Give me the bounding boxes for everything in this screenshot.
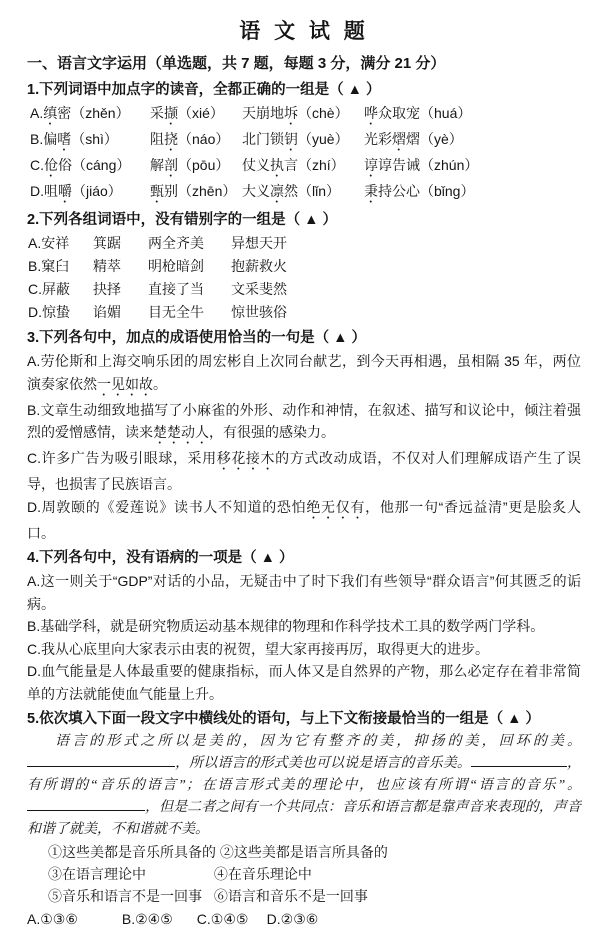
word-rest: 俗（cáng） (58, 157, 131, 173)
word-item: 文采斐然 (231, 281, 287, 297)
dotted-char: 嗜 (57, 131, 72, 147)
word-rest: （xié） (178, 105, 224, 121)
word-item: 惊世骇俗 (231, 304, 287, 320)
word-item: 精萃 (93, 258, 121, 274)
q4-option-a: A.这一则关于“GDP”对话的小品，无疑击中了时下我们有些领导“群众语言”何其匮乏的诟病。 (27, 573, 581, 612)
question-3-stem: 3.下列各句中，加点的成语使用恰当的一句是（ ▲ ） (27, 330, 366, 346)
word-pre: 阻 (150, 131, 164, 147)
choice-item-6: ⑥语言和音乐不是一回事 (213, 888, 368, 904)
word-pre: A. (30, 105, 44, 121)
word-rest: （shì） (71, 131, 118, 147)
word-item (150, 102, 242, 128)
word-rest: 别（zhēn） (164, 183, 237, 199)
dotted-idiom: 一见如故 (97, 375, 153, 392)
dotted-idiom: 移花接木 (216, 450, 276, 466)
word-item (242, 180, 364, 206)
option-text: D.周敦颐的《爱莲说》读书人不知道的恐怕 (27, 498, 307, 515)
word-pre: 光彩 (364, 131, 392, 147)
word-rest: 持公心（bǐng） (378, 183, 475, 199)
question-1-stem: 1.下列词语中加点字的读音，全都正确的一组是（ ▲ ） (27, 82, 381, 98)
page-title: 语 文 试 题 (239, 20, 369, 43)
word-item (364, 154, 581, 180)
question-4-stem: 4.下列各句中，没有语病的一项是（ ▲ ） (27, 550, 294, 566)
word-item: 直接了当 (148, 281, 204, 297)
q2-option-row-c (27, 278, 581, 301)
word-rest: 谆告诫（zhún） (378, 157, 479, 173)
word-pre: B.偏 (30, 131, 58, 147)
option-text: 。 (153, 375, 167, 392)
option-text: ，他那一句“香远益清”更是脍炙人口。 (27, 498, 582, 541)
q5-choice-row-3 (27, 885, 581, 907)
choice-item-1: ①这些美都是音乐所具备的 (48, 844, 216, 860)
word-item: 异想天开 (231, 235, 287, 251)
q3-option-b (27, 399, 581, 448)
dotted-char: 挠 (164, 131, 178, 147)
word-item (364, 128, 581, 154)
blank-line-2 (471, 753, 567, 767)
word-item: 抱薪救火 (231, 258, 287, 274)
word-rest: （chè） (298, 105, 349, 121)
q2-option-row-a (27, 232, 581, 255)
q5-choice-row-2 (27, 863, 581, 885)
q1-option-row-d (27, 180, 581, 206)
q3-option-c (27, 447, 581, 496)
word-item (364, 102, 581, 128)
dotted-char: 谆 (364, 157, 378, 173)
q2-option-row-d (27, 301, 581, 324)
word-rest: 熠（yè） (406, 131, 463, 147)
question-5-stem: 5.依次填入下面一段文字中横线处的语句，与上下文衔接最恰当的一组是（ ▲ ） (27, 711, 540, 727)
dotted-char: 秉 (364, 183, 378, 199)
dotted-char: 执 (270, 157, 284, 173)
word-item: 箕踞 (93, 235, 121, 251)
word-item: 抉择 (93, 281, 121, 297)
word-rest: （náo） (178, 131, 230, 147)
q2-option-row-b (27, 255, 581, 278)
word-item (150, 154, 242, 180)
word-item: 明枪暗剑 (148, 258, 204, 274)
word-rest: （pōu） (178, 157, 230, 173)
dotted-char: 哗 (364, 105, 378, 121)
word-item: D.惊蛰 (28, 304, 70, 320)
option-text: 的方式改动成语，不仅对人们理解成语产生了误导，也损害了民族语言。 (27, 450, 582, 492)
choice-item-2: ②这些美都是语言所具备的 (219, 844, 388, 860)
q5-choice-row-1 (27, 841, 581, 863)
word-pre: 仗义 (242, 157, 270, 173)
dotted-char: 伧 (44, 157, 58, 173)
dotted-idiom: 绝无仅有 (306, 498, 366, 515)
word-item (242, 128, 364, 154)
dotted-char: 甄 (150, 183, 164, 199)
q5-answer-line (27, 908, 581, 931)
word-item (30, 128, 150, 154)
q1-option-row-b (27, 128, 581, 154)
word-item (242, 102, 364, 128)
answer-option-d: D.②③⑥ (266, 911, 319, 927)
option-text: A.劳伦斯和上海交响乐团的周宏彬自上次同台献艺，到今天再相遇，虽相隔 35 年，两位演奏家依然 (27, 353, 581, 392)
word-rest: （yuè） (298, 131, 349, 147)
word-item (150, 128, 242, 154)
word-item: C.屏蔽 (28, 281, 70, 297)
dotted-char: 剖 (164, 157, 178, 173)
choice-item-4: ④在音乐理论中 (213, 866, 312, 882)
dotted-char: 熠 (392, 131, 406, 147)
word-pre: 北门锁 (242, 131, 284, 147)
word-rest: 众取宠（huá） (378, 105, 472, 121)
choice-item-3: ③在语言理论中 (48, 866, 146, 882)
word-rest: 言（zhí） (284, 157, 345, 173)
option-text: B.文章生动细致地描写了小麻雀的外形、动作和神情，在叙述、描写和议论中，倾注着强烈的爱憎感情，读来 (27, 401, 581, 440)
word-item: B.窠臼 (28, 258, 70, 274)
word-pre: D.咀 (30, 183, 58, 199)
dotted-char: 嚼 (58, 183, 72, 199)
passage-text: ，所以语言的形式美也可以说是语言的音乐美。 (175, 756, 471, 771)
word-item: A.安祥 (28, 235, 70, 251)
word-item: 两全齐美 (148, 235, 204, 251)
word-item: 谄媚 (93, 304, 121, 320)
q3-option-d (27, 496, 581, 545)
answer-option-b: B.②④⑤ (121, 911, 173, 927)
dotted-idiom: 楚楚动人 (153, 424, 209, 440)
q5-passage (27, 731, 581, 841)
passage-text: ，有所谓的“音乐的语言”；在语言形式美的理论中，也应该有所谓“语言的音乐”。 (27, 756, 582, 793)
word-item: 目无全牛 (148, 304, 204, 320)
choice-item-5: ⑤音乐和语言不是一回事 (48, 888, 202, 904)
question-2-stem: 2.下列各组词语中，没有错别字的一组是（ ▲ ） (27, 212, 337, 228)
word-item (150, 180, 242, 206)
word-rest: （jiáo） (72, 183, 122, 199)
dotted-char: 撷 (164, 105, 178, 121)
word-rest: 然（lǐn） (284, 183, 341, 199)
answer-option-c: C.①④⑤ (196, 911, 249, 927)
q4-option-d: D.血气能量是人体最重要的健康指标，而人体又是自然界的产物，那么必定存在着非常简单的方法就能使血气能量上升。 (27, 663, 581, 702)
dotted-char: 钥 (284, 131, 298, 147)
blank-line-1 (27, 753, 175, 767)
word-item (30, 154, 150, 180)
q4-option-c: C.我从心底里向大家表示由衷的祝贺，望大家再接再厉，取得更大的进步。 (27, 640, 489, 657)
passage-text: ，但是二者之间有一个共同点：音乐和语言都是靠声音来表现的，声音和谐了就美，不和谐就不美。 (27, 800, 581, 837)
word-item (364, 180, 581, 206)
dotted-char: 缜 (43, 105, 58, 121)
word-item (242, 154, 364, 180)
word-pre: C. (30, 157, 44, 173)
option-text: C.许多广告为吸引眼球，采用 (27, 450, 217, 466)
answer-option-a: A.①③⑥ (27, 911, 78, 927)
word-rest: 密（zhěn） (57, 105, 130, 121)
word-pre: 解 (150, 157, 164, 173)
word-item (30, 180, 150, 206)
word-pre: 大义 (242, 183, 270, 199)
section-heading: 一、语言文字运用（单选题，共 7 题，每题 3 分，满分 21 分） (27, 55, 446, 72)
blank-line-3 (27, 797, 145, 811)
option-text: ，有很强的感染力。 (209, 424, 335, 440)
q3-option-a (27, 350, 581, 399)
q1-option-row-a (27, 102, 581, 128)
q1-option-row-c (27, 154, 581, 180)
dotted-char: 凛 (270, 183, 284, 199)
word-pre: 采 (150, 105, 164, 121)
word-item (30, 102, 150, 128)
word-pre: 天崩地 (242, 105, 284, 121)
q4-option-b: B.基础学科，就是研究物质运动基本规律的物理和作科学技术工具的数学两门学科。 (27, 618, 545, 634)
passage-text: 语言的形式之所以是美的，因为它有整齐的美，抑扬的美，回环的美。 (55, 734, 581, 749)
dotted-char: 坼 (284, 105, 298, 121)
